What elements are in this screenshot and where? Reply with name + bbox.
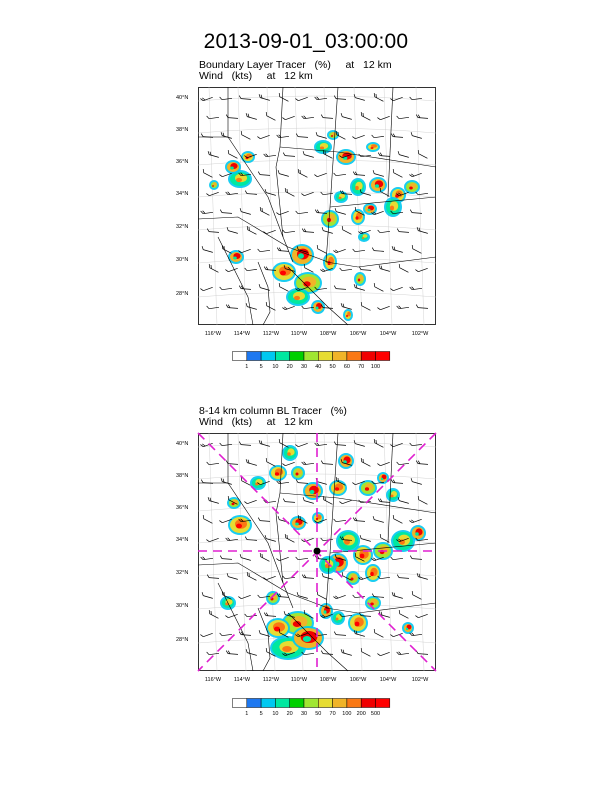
latitude-tick-label: 34°N bbox=[176, 191, 189, 197]
colorbar-swatch bbox=[318, 699, 332, 708]
longitude-tick-label: 108°W bbox=[319, 677, 337, 683]
colorbar-tick-label: 20 bbox=[286, 364, 293, 370]
latitude-tick-label: 30°N bbox=[176, 603, 189, 609]
colorbar-swatch bbox=[233, 699, 247, 708]
tracer-cell bbox=[334, 191, 348, 203]
tracer-cell bbox=[209, 180, 219, 190]
colorbar-tick-label: 50 bbox=[315, 711, 322, 717]
tracer-cell bbox=[290, 244, 314, 266]
colorbar-swatch bbox=[318, 352, 332, 361]
colorbar-swatch bbox=[304, 699, 318, 708]
cross-section-center-marker bbox=[314, 548, 321, 555]
panel-1-title bbox=[199, 60, 392, 82]
tracer-cell bbox=[272, 262, 296, 282]
map-svg bbox=[176, 433, 436, 683]
main-title: 2013-09-01_03:00:00 bbox=[203, 30, 409, 53]
longitude-tick-label: 114°W bbox=[233, 677, 251, 683]
longitude-tick-label: 106°W bbox=[349, 331, 367, 337]
colorbar-swatches bbox=[232, 351, 391, 362]
colorbar-2 bbox=[232, 696, 391, 717]
tracer-cell bbox=[353, 545, 373, 565]
colorbar-swatch bbox=[304, 352, 318, 361]
colorbar-swatch bbox=[247, 352, 261, 361]
colorbar-swatch bbox=[347, 699, 361, 708]
colorbar-swatch bbox=[247, 699, 261, 708]
longitude-tick-label: 112°W bbox=[262, 677, 280, 683]
colorbar-swatch bbox=[275, 699, 289, 708]
panel-2-title-line2: Wind (kts) at 12 km bbox=[199, 416, 313, 428]
longitude-tick-label: 102°W bbox=[411, 331, 429, 337]
longitude-tick-label: 102°W bbox=[411, 677, 429, 683]
tracer-cell bbox=[290, 516, 306, 530]
colorbar-swatch bbox=[333, 699, 347, 708]
longitude-tick-label: 114°W bbox=[233, 331, 251, 337]
longitude-tick-label: 108°W bbox=[319, 331, 337, 337]
colorbar-tick-label: 60 bbox=[343, 364, 350, 370]
tracer-cell bbox=[343, 309, 353, 321]
tracer-cell bbox=[354, 272, 366, 286]
longitude-tick-label: 104°W bbox=[379, 677, 397, 683]
tracer-cell bbox=[329, 480, 347, 496]
tracer-cell bbox=[338, 453, 354, 469]
latitude-tick-label: 32°N bbox=[176, 570, 189, 576]
tracer-cell bbox=[321, 210, 339, 228]
colorbar-1 bbox=[232, 349, 391, 370]
colorbar-swatch bbox=[290, 699, 304, 708]
panel-1-title-line1: Boundary Layer Tracer (%) at 12 km bbox=[199, 59, 392, 71]
colorbar-tick-label: 40 bbox=[315, 364, 322, 370]
tracer-cell bbox=[404, 180, 420, 194]
latitude-tick-label: 40°N bbox=[176, 95, 189, 101]
colorbar-tick-label: 70 bbox=[329, 711, 336, 717]
colorbar-tick-label: 1 bbox=[245, 364, 249, 370]
latitude-tick-label: 38°N bbox=[176, 473, 189, 479]
colorbar-tick-label: 30 bbox=[300, 364, 308, 370]
tracer-cell bbox=[227, 497, 241, 509]
tracer-cell bbox=[351, 209, 365, 225]
tracer-cell bbox=[336, 149, 356, 165]
panel-2-title bbox=[199, 406, 347, 428]
tracer-cell bbox=[266, 618, 290, 638]
longitude-tick-label: 110°W bbox=[290, 677, 308, 683]
longitude-tick-label: 106°W bbox=[349, 677, 367, 683]
colorbar-swatch bbox=[233, 352, 247, 361]
colorbar-swatch bbox=[361, 352, 375, 361]
latitude-tick-label: 28°N bbox=[176, 291, 189, 297]
latitude-tick-label: 36°N bbox=[176, 159, 189, 165]
colorbar-tick-label: 10 bbox=[272, 711, 279, 717]
colorbar-swatch bbox=[333, 352, 347, 361]
tracer-cell bbox=[228, 515, 252, 535]
colorbar-tick-label: 5 bbox=[259, 711, 263, 717]
tracer-cell bbox=[323, 253, 337, 271]
colorbar-tick-label: 50 bbox=[329, 364, 336, 370]
colorbar-tick-label: 70 bbox=[358, 364, 365, 370]
colorbar-tick-label: 500 bbox=[370, 711, 381, 717]
latitude-tick-label: 30°N bbox=[176, 257, 189, 263]
colorbar-swatch bbox=[290, 352, 304, 361]
colorbar-swatch bbox=[376, 352, 390, 361]
colorbar-swatch bbox=[347, 352, 361, 361]
colorbar-swatch bbox=[376, 699, 390, 708]
tracer-cell bbox=[314, 140, 332, 154]
tracer-cell bbox=[269, 465, 287, 481]
colorbar-tick-label: 1 bbox=[245, 711, 249, 717]
tracer-cell bbox=[331, 611, 345, 625]
colorbar-swatch bbox=[261, 699, 275, 708]
colorbar-swatch bbox=[261, 352, 275, 361]
tracer-cell bbox=[266, 591, 280, 605]
colorbar-tick-label: 200 bbox=[356, 711, 366, 717]
colorbar-tick-label: 30 bbox=[300, 711, 308, 717]
map-svg bbox=[176, 87, 436, 337]
tracer-cell bbox=[386, 488, 400, 502]
latitude-tick-label: 32°N bbox=[176, 224, 189, 230]
tracer-cell bbox=[282, 445, 298, 461]
tracer-cell bbox=[241, 151, 255, 163]
tracer-cell bbox=[366, 142, 380, 152]
longitude-tick-label: 112°W bbox=[262, 331, 280, 337]
colorbar-swatch bbox=[361, 699, 375, 708]
longitude-tick-label: 104°W bbox=[379, 331, 397, 337]
colorbar-swatch bbox=[275, 352, 289, 361]
colorbar-tick-label: 100 bbox=[370, 364, 381, 370]
latitude-tick-label: 34°N bbox=[176, 537, 189, 543]
tracer-cell bbox=[225, 160, 241, 174]
tracer-cell bbox=[369, 177, 387, 193]
colorbar-tick-label: 10 bbox=[272, 364, 279, 370]
colorbar-tick-label: 5 bbox=[259, 364, 263, 370]
panel-1-title-line2: Wind (kts) at 12 km bbox=[199, 70, 313, 82]
tracer-cell bbox=[303, 482, 323, 500]
tracer-cell bbox=[365, 564, 381, 582]
colorbar-tick-label: 100 bbox=[342, 711, 352, 717]
latitude-tick-label: 40°N bbox=[176, 441, 189, 447]
tracer-cell bbox=[358, 232, 370, 242]
longitude-tick-label: 116°W bbox=[204, 677, 222, 683]
colorbar-tick-label: 20 bbox=[286, 711, 293, 717]
longitude-tick-label: 116°W bbox=[204, 331, 222, 337]
longitude-tick-label: 110°W bbox=[290, 331, 308, 337]
latitude-tick-label: 38°N bbox=[176, 127, 189, 133]
colorbar-swatches bbox=[232, 698, 391, 709]
tracer-cell bbox=[402, 622, 414, 634]
latitude-tick-label: 36°N bbox=[176, 505, 189, 511]
tracer-cell bbox=[291, 466, 305, 480]
tracer-map-1 bbox=[176, 87, 436, 337]
tracer-map-2 bbox=[176, 433, 436, 683]
latitude-tick-label: 28°N bbox=[176, 637, 189, 643]
tracer-cell bbox=[384, 197, 402, 217]
tracer-cell bbox=[292, 626, 324, 650]
panel-2-title-line1: 8-14 km column BL Tracer (%) bbox=[199, 405, 347, 417]
tracer-cell bbox=[410, 525, 426, 541]
